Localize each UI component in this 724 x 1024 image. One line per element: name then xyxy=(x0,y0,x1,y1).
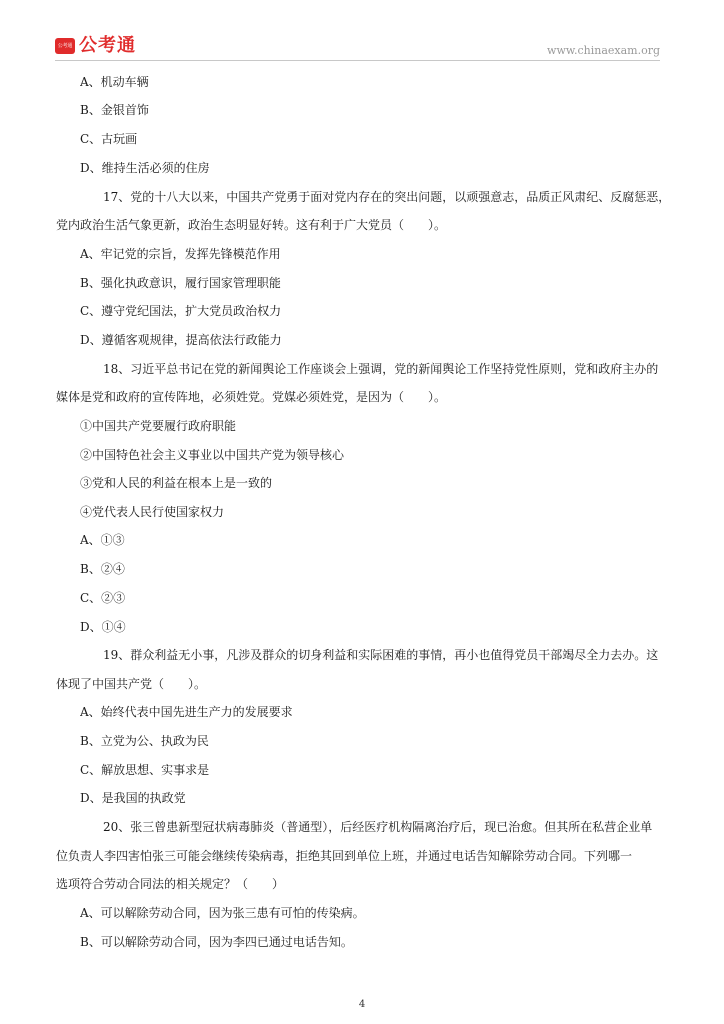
statement-line: ③党和人民的利益在根本上是一致的 xyxy=(80,476,273,490)
header-divider xyxy=(55,60,660,61)
question-17: 17、党的十八大以来，中国共产党勇于面对党内存在的突出问题，以顽强意志，品质正风肃纪、反腐惩恶， xyxy=(103,190,670,204)
statement-line: ②中国特色社会主义事业以中国共产党为领导核心 xyxy=(80,448,345,462)
option-line: A、机动车辆 xyxy=(80,75,149,89)
option-line: A、①③ xyxy=(80,533,125,547)
option-line: B、立党为公、执政为民 xyxy=(80,734,209,748)
option-line: B、②④ xyxy=(80,562,125,576)
question-text: 媒体是党和政府的宣传阵地，必须姓党。党媒必须姓党，是因为（ ）。 xyxy=(56,390,447,404)
option-line: D、维持生活必须的住房 xyxy=(80,161,210,175)
question-text: 党内政治生活气象更新，政治生态明显好转。这有利于广大党员（ ）。 xyxy=(56,218,447,232)
option-line: D、①④ xyxy=(80,620,126,634)
question-text: 位负责人李四害怕张三可能会继续传染病毒，拒绝其回到单位上班，并通过电话告知解除劳动合同。下列哪一 xyxy=(56,849,633,863)
option-line: C、②③ xyxy=(80,591,126,605)
question-18: 18、习近平总书记在党的新闻舆论工作座谈会上强调，党的新闻舆论工作坚持党性原则，党和政府主办的 xyxy=(103,362,659,376)
question-text: 体现了中国共产党（ ）。 xyxy=(56,677,207,691)
option-line: C、古玩画 xyxy=(80,132,138,146)
option-line: A、始终代表中国先进生产力的发展要求 xyxy=(80,705,293,719)
option-line: D、遵循客观规律，提高依法行政能力 xyxy=(80,333,282,347)
option-line: B、强化执政意识，履行国家管理职能 xyxy=(80,276,281,290)
statement-line: ④党代表人民行使国家权力 xyxy=(80,505,225,519)
logo-text: 公考通 xyxy=(79,35,136,56)
site-url[interactable]: www.chinaexam.org xyxy=(547,44,660,57)
option-line: A、可以解除劳动合同，因为张三患有可怕的传染病。 xyxy=(80,906,365,920)
option-line: D、是我国的执政党 xyxy=(80,791,186,805)
statement-line: ①中国共产党要履行政府职能 xyxy=(80,419,237,433)
option-line: A、牢记党的宗旨，发挥先锋模范作用 xyxy=(80,247,281,261)
option-line: B、金银首饰 xyxy=(80,103,149,117)
question-20: 20、张三曾患新型冠状病毒肺炎（普通型），后经医疗机构隔离治疗后，现已治愈。但其所在私营企业单 xyxy=(103,820,653,834)
page-number: 4 xyxy=(358,999,366,1010)
page-header xyxy=(0,0,724,62)
option-line: C、遵守党纪国法，扩大党员政治权力 xyxy=(80,304,282,318)
logo xyxy=(55,36,136,56)
option-line: C、解放思想、实事求是 xyxy=(80,763,210,777)
question-19: 19、群众利益无小事，凡涉及群众的切身利益和实际困难的事情，再小也值得党员干部竭尽全力去办。这 xyxy=(103,648,659,662)
question-text: 选项符合劳动合同法的相关规定？（ ） xyxy=(56,877,285,891)
option-line: B、可以解除劳动合同，因为李四已通过电话告知。 xyxy=(80,935,353,949)
logo-badge: 公考通 xyxy=(55,38,75,54)
